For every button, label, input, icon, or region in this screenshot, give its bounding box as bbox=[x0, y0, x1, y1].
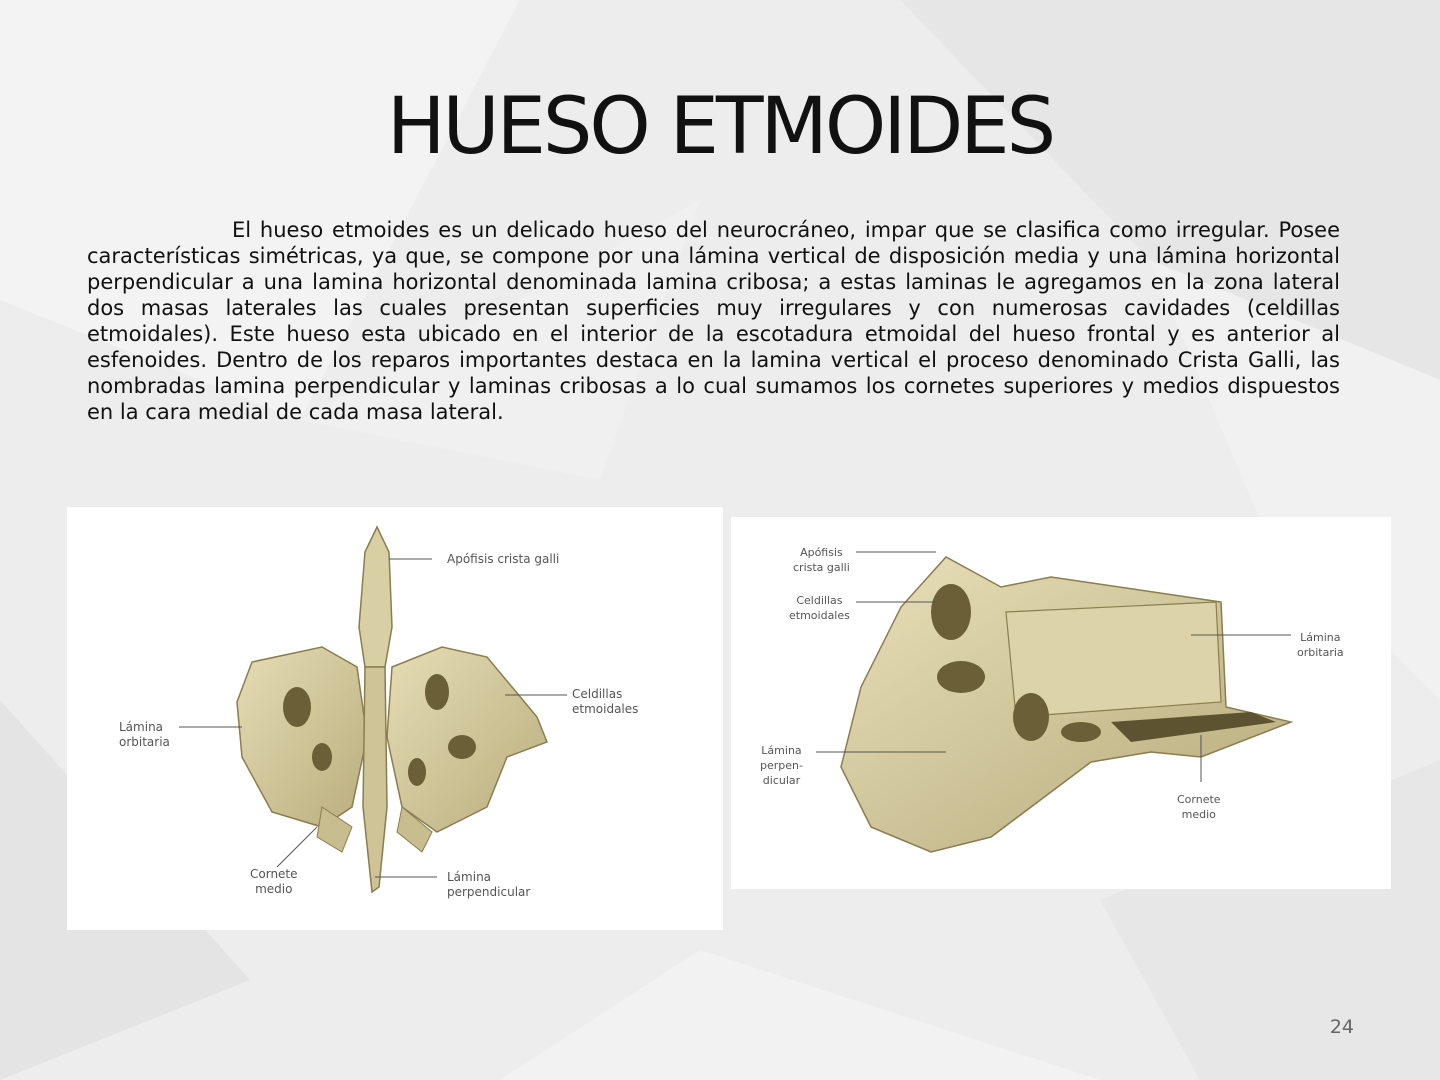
label-celdillas-etmoidales-lateral: Celdillas etmoidales bbox=[789, 594, 850, 622]
label-lamina-perpendicular: Lámina perpendicular bbox=[447, 870, 531, 899]
label-apofisis-crista-galli: Apófisis crista galli bbox=[447, 552, 560, 566]
label-cornete-medio-lateral: Cornete medio bbox=[1177, 793, 1221, 821]
left-lateral-mass bbox=[237, 647, 367, 827]
label-lamina-perpendicular-lateral: Lámina perpen- dicular bbox=[760, 744, 803, 787]
ethmoid-anterior-figure bbox=[67, 507, 723, 930]
label-lamina-orbitaria: Lámina orbitaria bbox=[119, 720, 170, 749]
body-paragraph: El hueso etmoides es un delicado hueso del neurocráneo, impar que se clasifica como irregular. Posee características simétricas, ya que, se compone por una lámina vertical de disposición media y una lámina horizontal perpendicular a una lamina horizontal denominada lamina cribosa; a estas laminas le agregamos en la zona lateral dos masas laterales las cuales presentan superficies muy irregulares y con numerosas cavidades (celdillas etmoidales). Este hueso esta ubicado en el interior de la escotadura etmoidal del hueso frontal y es anterior al esfenoides. Dentro de los reparos importantes destaca en la lamina vertical el proceso denominado Crista Galli, las nombradas lamina perpendicular y laminas cribosas a lo cual sumamos los cornetes superiores y medios dispuestos en la cara medial de cada masa lateral. bbox=[87, 218, 1340, 424]
crista-galli-shape bbox=[359, 527, 392, 667]
perpendicular-plate-shape bbox=[363, 667, 387, 892]
label-cornete-medio: Cornete medio bbox=[250, 867, 298, 896]
ethmoid-lateral-figure bbox=[731, 517, 1391, 889]
page-number: 24 bbox=[1329, 1016, 1354, 1038]
label-celdillas-etmoidales: Celdillas etmoidales bbox=[572, 687, 639, 716]
ethmoid-anterior-illustration bbox=[67, 507, 723, 930]
label-lamina-orbitaria-lateral: Lámina orbitaria bbox=[1297, 631, 1344, 659]
slide-title: HUESO ETMOIDES bbox=[386, 82, 1054, 172]
label-apofisis-crista-galli-lateral: Apófisis crista galli bbox=[793, 546, 850, 574]
